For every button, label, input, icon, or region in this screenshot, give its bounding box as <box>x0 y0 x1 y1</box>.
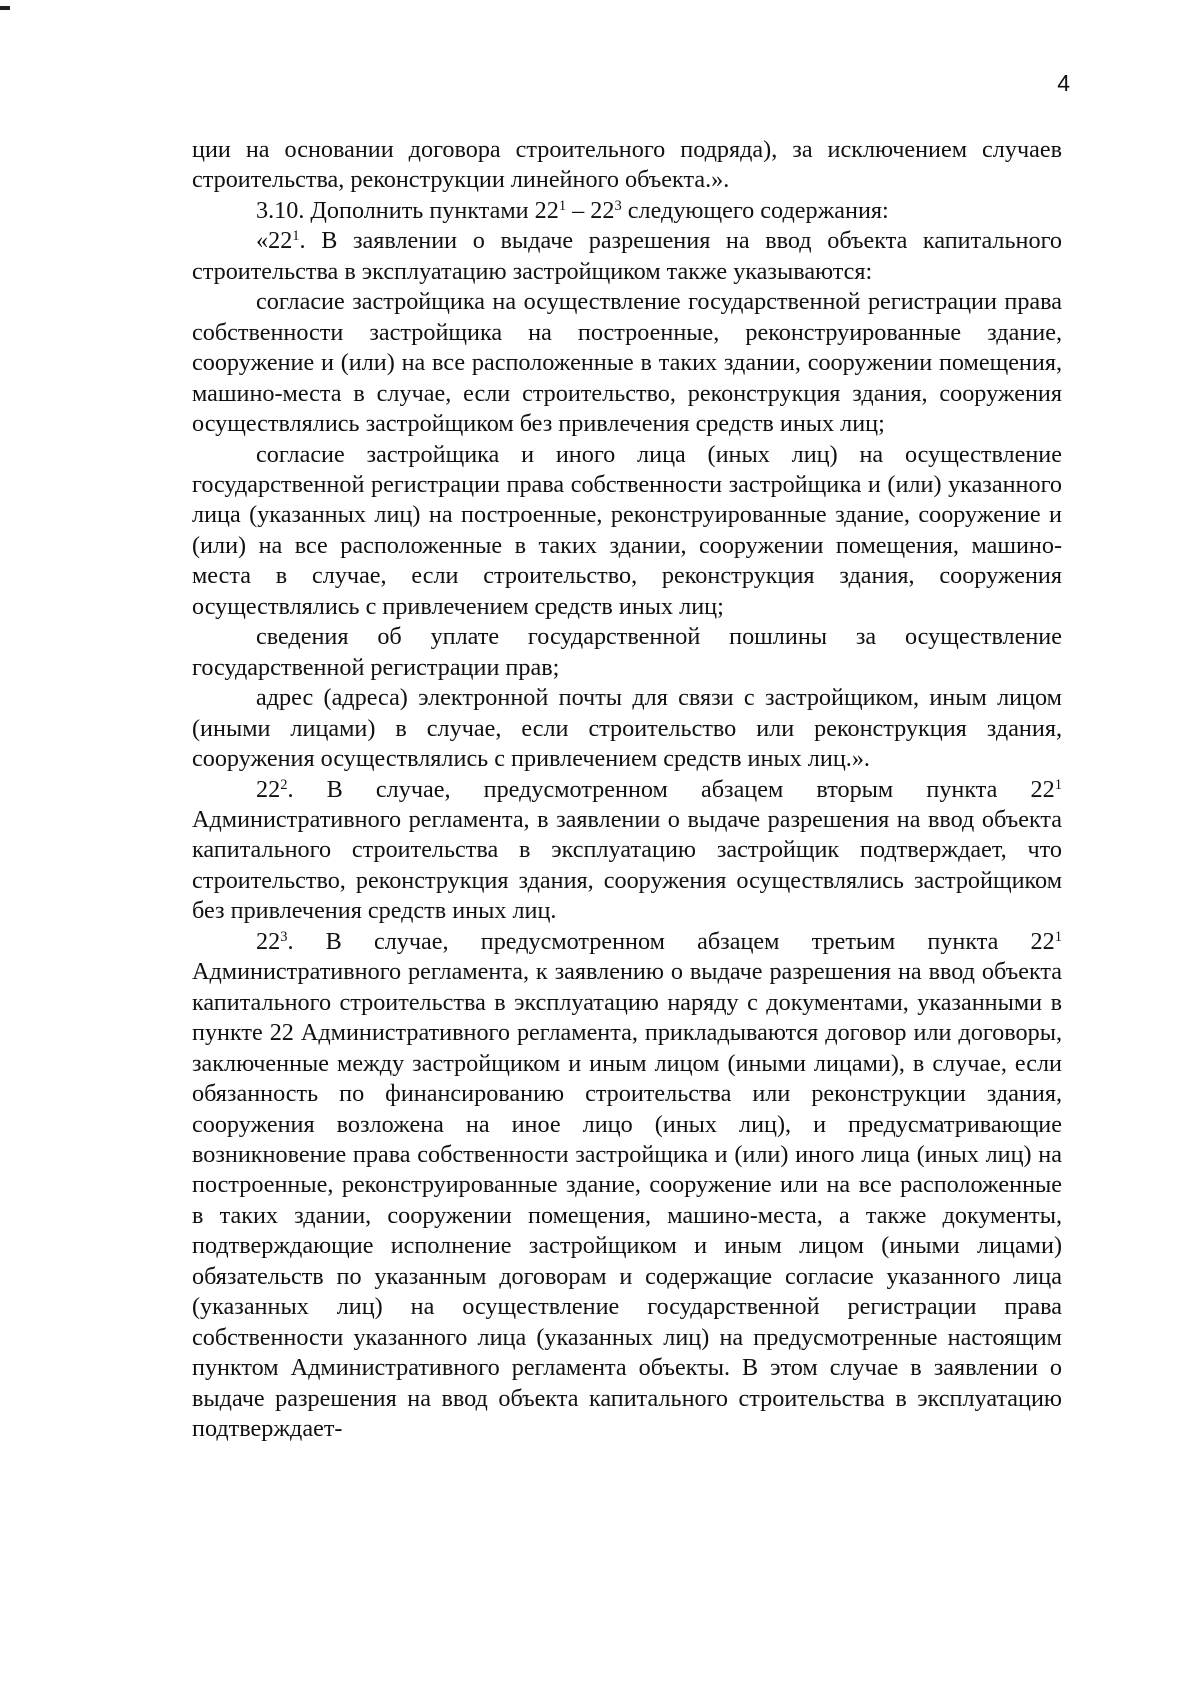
paragraph: сведения об уплате государственной пошлины за осуществление государственной регистрации прав; <box>192 623 1062 681</box>
paragraph: $22^3$. В случае, предусмотренном абзацем третьим пункта $22^1$ Административного регламента, к заявлению о выдаче разрешения на ввод объекта капитального строительства в эксплуатацию наряду с документами, указанными в пункте 22 Административного регламента, прикладываются договор или договоры, заключенные между застройщиком и иным лицом (иными лицами), в случае, если обязанность по финансированию строительства или реконструкции здания, сооружения возложена на иное лицо (иных лиц), и предусматривающие возникновение права собственности застройщика и (или) иного лица (иных лиц) на построенные, реконструированные здание, сооружение или на все расположенные в таких здании, сооружении помещения, машино-места, а также документы, подтверждающие исполнение застройщиком и иным лицом (иными лицами) обязательств по указанным договорам и содержащие согласие указанного лица (указанных лиц) на осуществление государственной регистрации права собственности указанного лица (указанных лиц) на предусмотренные настоящим пунктом Административного регламента объекты. В этом случае в заявлении о выдаче разрешения на ввод объекта капитального строительства в эксплуатацию подтверждает- <box>192 927 1062 1443</box>
scan-artifact <box>0 6 10 10</box>
paragraph: ции на основании договора строительного подряда), за исключением случаев строительства, реконструкции линейного объекта.». <box>192 136 1062 194</box>
paragraph: «$22^1$. В заявлении о выдаче разрешения на ввод объекта капитального строительства в эксплуатацию застройщиком также указываются: <box>192 227 1062 285</box>
paragraph: 3.10. Дополнить пунктами $22^1 - 22^3$ следующего содержания: <box>256 196 889 224</box>
page-number: 4 <box>1057 70 1070 96</box>
paragraph: адрес (адреса) электронной почты для связи с застройщиком, иным лицом (иными лицами) в случае, если строительство или реконструкция здания, сооружения осуществлялись с привлечением средств иных лиц.». <box>192 684 1062 773</box>
paragraph: согласие застройщика и иного лица (иных лиц) на осуществление государственной регистрации права собственности застройщика и (или) указанного лица (указанных лиц) на построенные, реконструированные здание, сооружение и (или) на все расположенные в таких здании, сооружении помещения, машино-места в случае, если строительство, реконструкция здания, сооружения осуществлялись с привлечением средств иных лиц; <box>192 440 1062 620</box>
document-body <box>192 135 1062 1444</box>
paragraph: согласие застройщика на осуществление государственной регистрации права собственности застройщика на построенные, реконструированные здание, сооружение и (или) на все расположенные в таких здании, сооружении помещения, машино-места в случае, если строительство, реконструкция здания, сооружения осуществлялись застройщиком без привлечения средств иных лиц; <box>192 288 1062 438</box>
paragraph: $22^2$. В случае, предусмотренном абзацем вторым пункта $22^1$ Административного регламента, в заявлении о выдаче разрешения на ввод объекта капитального строительства в эксплуатацию застройщик подтверждает, что строительство, реконструкция здания, сооружения осуществлялись застройщиком без привлечения средств иных лиц. <box>192 775 1062 925</box>
